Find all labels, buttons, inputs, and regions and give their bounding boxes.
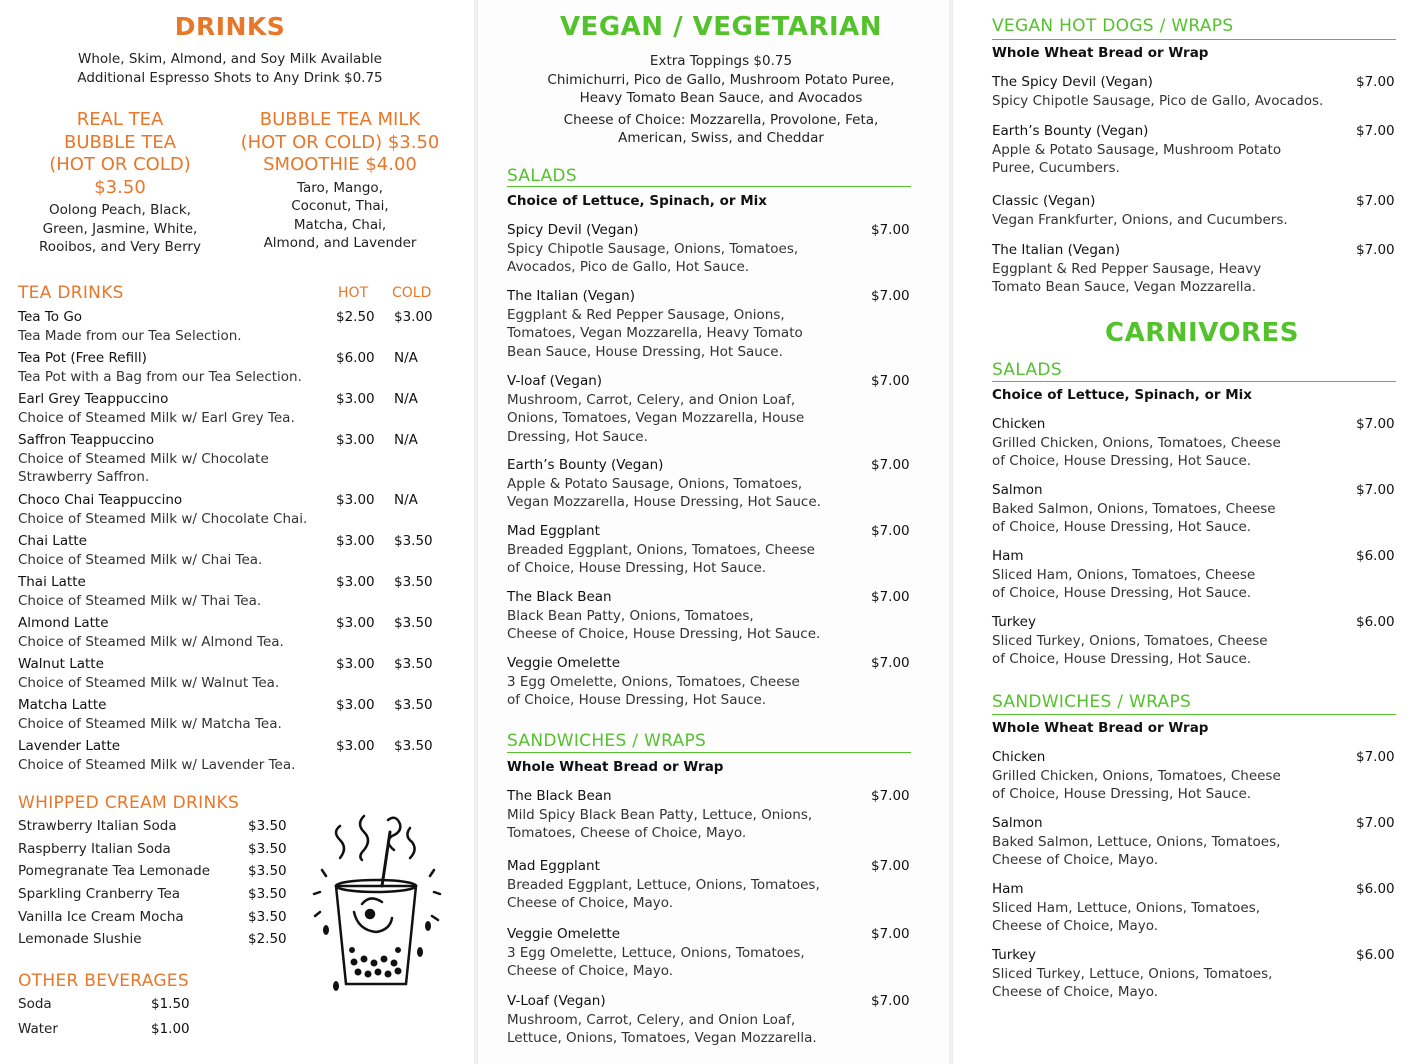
- item-desc: Bean Sauce, House Dressing, Hot Sauce.: [507, 343, 783, 360]
- real-tea-line: REAL TEA: [76, 109, 164, 130]
- item-name: Salmon: [992, 815, 1043, 831]
- item-name: Vanilla Ice Cream Mocha: [18, 908, 184, 925]
- item-price: $7.00: [1356, 123, 1395, 139]
- item-name: Lemonade Slushie: [18, 931, 142, 948]
- item-desc: Sliced Ham, Onions, Tomatoes, Cheese: [992, 566, 1256, 583]
- bubble-milk-line: (HOT OR COLD) $3.50: [240, 131, 440, 153]
- item-name: Veggie Omelette: [507, 655, 621, 671]
- item-price: $7.00: [1356, 242, 1395, 258]
- drinks-note: Whole, Skim, Almond, and Soy Milk Available: [78, 51, 382, 67]
- item-desc: Choice of Steamed Milk w/ Chocolate Chai.: [18, 510, 308, 527]
- menu-item: [18, 908, 298, 931]
- carn-salads-list: [992, 415, 1402, 673]
- cold-price: N/A: [394, 350, 418, 366]
- item-desc: Choice of Steamed Milk w/ Almond Tea.: [18, 633, 284, 650]
- hotdogs-subtitle: Whole Wheat Bread or Wrap: [992, 45, 1209, 61]
- flavor-line: Taro, Mango,: [297, 179, 383, 196]
- item-desc: Cheese of Choice, Mayo.: [992, 852, 1159, 868]
- item-price: $7.00: [1356, 815, 1395, 831]
- item-name: Tea To Go: [18, 309, 83, 325]
- item-desc: Strawberry Saffron.: [18, 469, 150, 485]
- item-name: Earth’s Bounty (Vegan): [992, 123, 1149, 139]
- hot-price: $3.00: [336, 492, 375, 508]
- item-name: Earth’s Bounty (Vegan): [507, 457, 664, 473]
- toppings-line: Chimichurri, Pico de Gallo, Mushroom Potato Puree,: [547, 71, 895, 88]
- menu-item: [18, 1020, 218, 1045]
- section-divider: [992, 381, 1396, 382]
- item-desc: Choice of Steamed Milk w/ Chocolate: [18, 450, 269, 467]
- toppings-line: Extra Toppings $0.75: [649, 53, 793, 69]
- section-divider: [507, 752, 911, 753]
- item-price: $3.50: [248, 908, 287, 925]
- item-desc: Choice of Steamed Milk w/ Thai Tea.: [18, 592, 262, 609]
- item-desc: Spicy Chipotle Sausage, Onions, Tomatoes,: [507, 240, 799, 257]
- cold-price: $3.50: [394, 574, 433, 590]
- item-desc: Sliced Turkey, Onions, Tomatoes, Cheese: [992, 632, 1268, 649]
- item-desc: Tomatoes, Cheese of Choice, Mayo.: [507, 825, 747, 841]
- hotdogs-title: VEGAN HOT DOGS / WRAPS: [992, 16, 1234, 36]
- menu-item: [992, 192, 1402, 241]
- item-name: Chicken: [992, 749, 1046, 765]
- item-desc: of Choice, House Dressing, Hot Sauce.: [992, 453, 1252, 469]
- whipped-list: [18, 817, 298, 953]
- hot-price: $6.00: [336, 350, 375, 366]
- item-name: Thai Latte: [18, 574, 86, 590]
- menu-item: [18, 573, 468, 614]
- item-name: Turkey: [992, 614, 1036, 630]
- item-price: $3.50: [248, 886, 287, 903]
- menu-item: [18, 840, 298, 863]
- hot-price: $3.00: [336, 574, 375, 590]
- vegan-title: VEGAN / VEGETARIAN: [559, 12, 883, 42]
- item-desc: Apple & Potato Sausage, Onions, Tomatoes,: [507, 475, 803, 492]
- item-desc: Baked Salmon, Lettuce, Onions, Tomatoes,: [992, 833, 1281, 850]
- carn-sandwiches-title: SANDWICHES / WRAPS: [992, 692, 1192, 712]
- hot-price: $3.00: [336, 615, 375, 631]
- bubble-milk-line: BUBBLE TEA MILK: [259, 109, 421, 130]
- vegan-sandwiches-list: [507, 787, 917, 1052]
- carn-sandwiches-list: [992, 748, 1402, 1006]
- item-price: $2.50: [248, 931, 287, 948]
- item-desc: of Choice, House Dressing, Hot Sauce.: [992, 519, 1252, 535]
- item-price: $6.00: [1356, 548, 1395, 564]
- flavor-line: Oolong Peach, Black,: [49, 202, 191, 218]
- item-desc: Spicy Chipotle Sausage, Pico de Gallo, Avocados.: [992, 92, 1324, 109]
- menu-item: [18, 862, 298, 885]
- menu-item: [18, 930, 298, 953]
- item-price: $7.00: [871, 457, 910, 473]
- menu-item: [507, 588, 917, 654]
- item-desc: Sliced Ham, Lettuce, Onions, Tomatoes,: [992, 899, 1261, 916]
- vegan-salads-list: [507, 221, 917, 714]
- menu-item: [18, 737, 468, 778]
- item-desc: Black Bean Patty, Onions, Tomatoes,: [507, 607, 754, 624]
- item-desc: Choice of Steamed Milk w/ Chai Tea.: [18, 551, 263, 568]
- cold-price: $3.50: [394, 533, 433, 549]
- item-name: Walnut Latte: [18, 656, 104, 672]
- drinks-note: Additional Espresso Shots to Any Drink $0.75: [77, 69, 383, 86]
- tea-drinks-title: TEA DRINKS: [18, 283, 124, 303]
- bubble-tea-cup-illustration: [312, 812, 442, 1002]
- section-divider: [992, 714, 1396, 715]
- menu-item: [18, 995, 218, 1020]
- item-desc: Apple & Potato Sausage, Mushroom Potato: [992, 141, 1282, 158]
- hot-label: HOT: [338, 285, 369, 301]
- item-price: $7.00: [871, 788, 910, 804]
- cold-price: $3.50: [394, 615, 433, 631]
- menu-item: [18, 431, 468, 491]
- item-desc: Tea Made from our Tea Selection.: [18, 327, 242, 344]
- item-name: Raspberry Italian Soda: [18, 840, 171, 857]
- real-tea-block: [0, 109, 240, 257]
- item-name: Mad Eggplant: [507, 858, 600, 874]
- item-price: $7.00: [871, 523, 910, 539]
- item-desc: of Choice, House Dressing, Hot Sauce.: [507, 560, 767, 576]
- menu-item: [507, 654, 917, 714]
- item-price: $3.50: [248, 818, 287, 834]
- menu-item: [992, 122, 1402, 192]
- vegan-toppings: [478, 52, 948, 148]
- item-desc: Choice of Steamed Milk w/ Lavender Tea.: [18, 756, 296, 773]
- item-name: V-loaf (Vegan): [507, 373, 603, 389]
- item-desc: Choice of Steamed Milk w/ Earl Grey Tea.: [18, 409, 295, 426]
- item-desc: Grilled Chicken, Onions, Tomatoes, Cheese: [992, 767, 1281, 784]
- vegan-panel: [478, 0, 948, 1064]
- item-price: $7.00: [1356, 482, 1395, 498]
- item-desc: Avocados, Pico de Gallo, Hot Sauce.: [507, 259, 750, 275]
- menu-item: [18, 390, 468, 431]
- menu-item: [992, 613, 1402, 673]
- item-desc: Choice of Steamed Milk w/ Walnut Tea.: [18, 674, 280, 691]
- cold-price: $3.50: [394, 656, 433, 672]
- item-price: $7.00: [871, 222, 910, 238]
- item-desc: Puree, Cucumbers.: [992, 160, 1120, 176]
- item-price: $3.50: [248, 840, 287, 857]
- item-name: Choco Chai Teappuccino: [18, 492, 183, 508]
- item-price: $7.00: [1356, 74, 1395, 90]
- item-price: $7.00: [1356, 749, 1395, 765]
- item-name: The Black Bean: [507, 589, 612, 605]
- menu-item: [992, 241, 1402, 301]
- menu-item: [992, 814, 1402, 880]
- hot-price: $3.00: [336, 432, 375, 448]
- flavor-line: Green, Jasmine, White,: [42, 220, 198, 237]
- item-desc: Eggplant & Red Pepper Sausage, Onions,: [507, 306, 785, 323]
- hotdogs-carnivores-panel: [953, 0, 1413, 1064]
- whipped-title: WHIPPED CREAM DRINKS: [18, 793, 240, 813]
- hotdogs-list: [992, 73, 1402, 301]
- item-price: $7.00: [871, 858, 910, 874]
- menu-item: [507, 857, 917, 925]
- flavor-line: Almond, and Lavender: [263, 235, 417, 251]
- menu-item: [507, 221, 917, 287]
- item-name: The Italian (Vegan): [992, 242, 1120, 258]
- item-price: $7.00: [1356, 416, 1395, 432]
- item-desc: Baked Salmon, Onions, Tomatoes, Cheese: [992, 500, 1276, 517]
- menu-item: [18, 885, 298, 908]
- item-desc: Choice of Steamed Milk w/ Matcha Tea.: [18, 715, 282, 732]
- cold-price: $3.50: [394, 697, 433, 713]
- hot-price: $3.00: [336, 391, 375, 407]
- item-name: Turkey: [992, 947, 1036, 963]
- menu-item: [992, 73, 1402, 122]
- item-desc: of Choice, House Dressing, Hot Sauce.: [992, 651, 1252, 667]
- item-price: $7.00: [871, 926, 910, 942]
- item-name: Spicy Devil (Vegan): [507, 222, 639, 238]
- hot-price: $3.00: [336, 697, 375, 713]
- cold-label: COLD: [392, 285, 432, 301]
- item-name: V-Loaf (Vegan): [507, 993, 606, 1009]
- item-name: Earl Grey Teappuccino: [18, 391, 169, 407]
- menu-item: [992, 946, 1402, 1006]
- menu-item: [992, 481, 1402, 547]
- toppings-line: Heavy Tomato Bean Sauce, and Avocados: [579, 90, 863, 106]
- other-bev-list: [18, 995, 218, 1044]
- menu-item: [18, 491, 468, 532]
- item-price: $1.00: [151, 1020, 190, 1037]
- item-desc: Tomatoes, Vegan Mozzarella, Heavy Tomato: [507, 325, 803, 341]
- item-price: $7.00: [871, 373, 910, 389]
- item-price: $6.00: [1356, 881, 1395, 897]
- menu-item: [507, 287, 917, 372]
- menu-item: [18, 308, 468, 349]
- cold-price: N/A: [394, 492, 418, 508]
- item-name: The Black Bean: [507, 788, 612, 804]
- item-desc: Breaded Eggplant, Lettuce, Onions, Tomatoes,: [507, 876, 820, 893]
- item-price: $1.50: [151, 996, 190, 1012]
- hot-price: $2.50: [336, 309, 375, 325]
- cheese-line: Cheese of Choice: Mozzarella, Provolone, Feta,: [563, 111, 879, 128]
- item-name: Ham: [992, 548, 1024, 564]
- item-name: Matcha Latte: [18, 697, 107, 713]
- item-name: The Spicy Devil (Vegan): [992, 74, 1153, 90]
- item-name: Soda: [18, 996, 52, 1012]
- item-price: $3.50: [248, 863, 287, 880]
- menu-item: [507, 925, 917, 992]
- menu-item: [507, 372, 917, 456]
- flavor-line: Coconut, Thai,: [291, 198, 389, 214]
- menu-item: [507, 787, 917, 857]
- item-name: Chai Latte: [18, 533, 87, 549]
- item-desc: Dressing, Hot Sauce.: [507, 428, 648, 445]
- real-tea-price: $3.50: [94, 176, 146, 198]
- section-divider: [992, 39, 1396, 40]
- drinks-title: DRINKS: [174, 12, 286, 41]
- item-price: $7.00: [1356, 193, 1395, 209]
- cold-price: $3.50: [394, 738, 433, 754]
- vegan-sandwiches-subtitle: Whole Wheat Bread or Wrap: [507, 759, 724, 775]
- item-desc: Cheese of Choice, Mayo.: [507, 895, 674, 911]
- item-name: Sparkling Cranberry Tea: [18, 886, 181, 903]
- menu-item: [18, 532, 468, 573]
- section-divider: [507, 186, 911, 187]
- flavor-line: Rooibos, and Very Berry: [39, 239, 201, 255]
- item-desc: of Choice, House Dressing, Hot Sauce.: [507, 692, 767, 708]
- item-price: $7.00: [871, 589, 910, 605]
- bubble-milk-block: [230, 109, 450, 253]
- cold-price: $3.00: [394, 309, 433, 325]
- item-desc: 3 Egg Omelette, Lettuce, Onions, Tomatoes,: [507, 944, 805, 961]
- item-desc: Cheese of Choice, Mayo.: [992, 984, 1159, 1000]
- real-tea-flavors: [0, 201, 240, 257]
- hot-price: $3.00: [336, 533, 375, 549]
- drinks-notes: [0, 50, 460, 87]
- item-name: Almond Latte: [18, 615, 109, 631]
- item-price: $7.00: [871, 993, 910, 1009]
- item-desc: Grilled Chicken, Onions, Tomatoes, Cheese: [992, 434, 1281, 451]
- menu-item: [992, 415, 1402, 481]
- item-name: Salmon: [992, 482, 1043, 498]
- carn-sandwiches-subtitle: Whole Wheat Bread or Wrap: [992, 720, 1209, 736]
- item-desc: 3 Egg Omelette, Onions, Tomatoes, Cheese: [507, 673, 800, 690]
- item-desc: Mushroom, Carrot, Celery, and Onion Loaf,: [507, 391, 796, 408]
- item-desc: of Choice, House Dressing, Hot Sauce.: [992, 585, 1252, 601]
- item-name: Classic (Vegan): [992, 193, 1096, 209]
- item-price: $7.00: [871, 288, 910, 304]
- bubble-milk-flavors: [230, 179, 450, 253]
- vegan-salads-title: SALADS: [507, 166, 577, 186]
- vegan-salads-subtitle: Choice of Lettuce, Spinach, or Mix: [507, 193, 767, 209]
- item-desc: Cheese of Choice, House Dressing, Hot Sauce.: [507, 626, 821, 642]
- real-tea-line: BUBBLE TEA: [63, 131, 177, 153]
- item-desc: Tomato Bean Sauce, Vegan Mozzarella.: [992, 279, 1257, 295]
- carn-salads-title: SALADS: [992, 360, 1062, 380]
- item-desc: Tea Pot with a Bag from our Tea Selection.: [18, 368, 302, 385]
- item-name: Chicken: [992, 416, 1046, 432]
- item-desc: Cheese of Choice, Mayo.: [507, 963, 674, 979]
- item-desc: Onions, Tomatoes, Vegan Mozzarella, House: [507, 410, 805, 426]
- item-desc: Sliced Turkey, Lettuce, Onions, Tomatoes,: [992, 965, 1273, 982]
- item-desc: Mild Spicy Black Bean Patty, Lettuce, Onions,: [507, 806, 813, 823]
- menu-item: [992, 547, 1402, 613]
- item-price: $6.00: [1356, 947, 1395, 963]
- menu-item: [18, 696, 468, 737]
- item-price: $6.00: [1356, 614, 1395, 630]
- flavor-line: Matcha, Chai,: [293, 216, 387, 233]
- item-desc: Vegan Mozzarella, House Dressing, Hot Sauce.: [507, 494, 821, 510]
- item-name: Strawberry Italian Soda: [18, 818, 177, 834]
- item-desc: Mushroom, Carrot, Celery, and Onion Loaf,: [507, 1011, 796, 1028]
- item-desc: of Choice, House Dressing, Hot Sauce.: [992, 786, 1252, 802]
- item-name: Mad Eggplant: [507, 523, 600, 539]
- item-desc: Breaded Eggplant, Onions, Tomatoes, Cheese: [507, 541, 815, 558]
- item-name: Water: [18, 1020, 58, 1037]
- item-desc: Eggplant & Red Pepper Sausage, Heavy: [992, 260, 1262, 277]
- other-bev-title: OTHER BEVERAGES: [18, 971, 189, 991]
- menu-item: [18, 655, 468, 696]
- menu-item: [507, 992, 917, 1052]
- vegan-sandwiches-title: SANDWICHES / WRAPS: [507, 731, 707, 751]
- smoothie-line: SMOOTHIE $4.00: [263, 154, 417, 175]
- menu-item: [18, 817, 298, 840]
- menu-item: [507, 522, 917, 588]
- item-desc: Cheese of Choice, Mayo.: [992, 918, 1159, 934]
- cheese-line: American, Swiss, and Cheddar: [618, 130, 824, 146]
- carnivores-title: CARNIVORES: [1105, 318, 1299, 348]
- menu-item: [992, 748, 1402, 814]
- real-tea-line: (HOT OR COLD): [49, 154, 191, 175]
- item-name: Veggie Omelette: [507, 926, 621, 942]
- item-name: Ham: [992, 881, 1024, 897]
- carn-salads-subtitle: Choice of Lettuce, Spinach, or Mix: [992, 387, 1252, 403]
- item-name: Tea Pot (Free Refill): [18, 350, 147, 366]
- menu-item: [507, 456, 917, 522]
- drinks-panel: [0, 0, 474, 1064]
- item-price: $7.00: [871, 655, 910, 671]
- item-desc: Vegan Frankfurter, Onions, and Cucumbers.: [992, 211, 1288, 228]
- menu-item: [18, 349, 468, 390]
- cold-price: N/A: [394, 391, 418, 407]
- tea-drinks-list: [18, 308, 468, 778]
- hot-price: $3.00: [336, 656, 375, 672]
- item-name: The Italian (Vegan): [507, 288, 635, 304]
- item-name: Lavender Latte: [18, 738, 121, 754]
- item-desc: Lettuce, Onions, Tomatoes, Vegan Mozzarella.: [507, 1030, 817, 1046]
- item-name: Saffron Teappuccino: [18, 432, 155, 448]
- menu-item: [18, 614, 468, 655]
- hot-price: $3.00: [336, 738, 375, 754]
- cold-price: N/A: [394, 432, 418, 448]
- item-name: Pomegranate Tea Lemonade: [18, 863, 211, 880]
- menu-item: [992, 880, 1402, 946]
